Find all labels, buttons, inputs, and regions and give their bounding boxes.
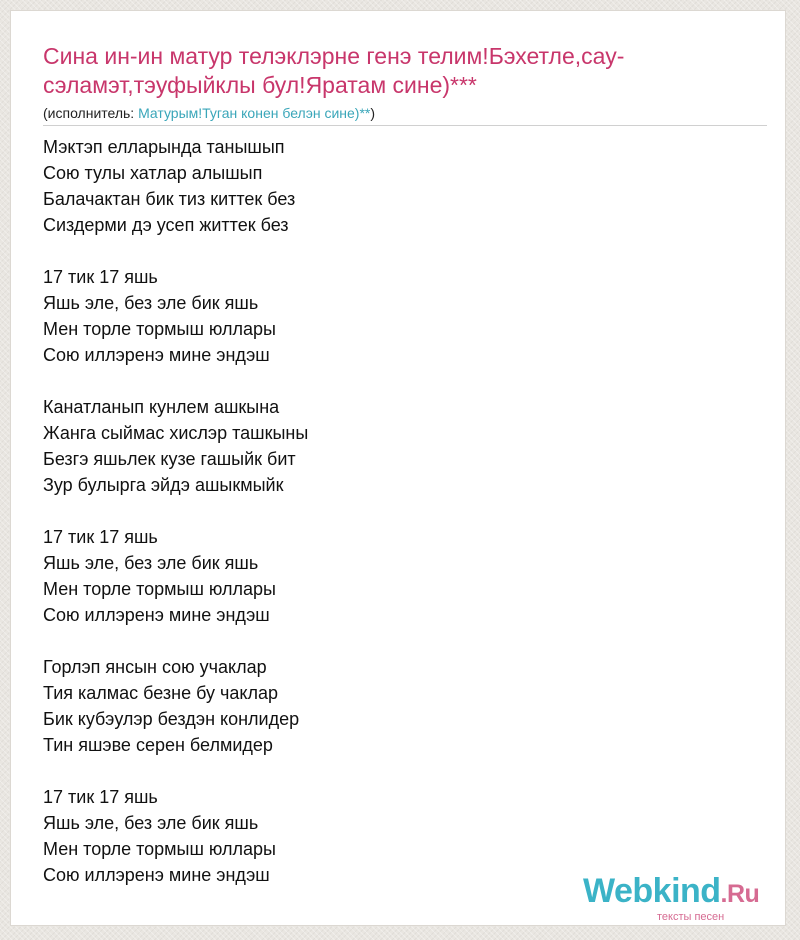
title-divider: [43, 125, 767, 126]
lyric-line: Горлэп янсын сою учаклар: [43, 657, 267, 677]
performer-link[interactable]: Матурым!Туган конен белэн сине)**: [138, 105, 371, 121]
lyric-line: Жанга сыймас хислэр ташкыны: [43, 423, 309, 443]
lyric-line: Мен торле тормыш юллары: [43, 839, 276, 859]
lyric-line: Яшь эле, без эле бик яшь: [43, 553, 259, 573]
performer-suffix: ): [370, 105, 376, 121]
lyric-line: Сою тулы хатлар алышып: [43, 163, 263, 183]
stanza-3: [43, 394, 743, 498]
lyric-line: Мен торле тормыш юллары: [43, 579, 276, 599]
song-title: Сина ин-ин матур телэклэрне генэ телим!Бэхетле,сау-сэламэт,тэуфыйклы бул!Яратам сине)***: [43, 43, 625, 98]
lyric-line: Балачактан бик тиз киттек без: [43, 189, 296, 209]
stanza-5: [43, 654, 743, 758]
logo-wordmark: [583, 871, 759, 914]
logo-tld: .Ru: [720, 880, 760, 908]
stanza-2: [43, 264, 743, 368]
lyric-line: Яшь эле, без эле бик яшь: [43, 813, 259, 833]
lyric-line: Мэктэп елларында танышып: [43, 137, 285, 157]
stanza-1: [43, 134, 743, 238]
lyric-line: 17 тик 17 яшь: [43, 787, 158, 807]
performer-line: [43, 104, 375, 122]
lyric-line: 17 тик 17 яшь: [43, 527, 158, 547]
lyric-line: 17 тик 17 яшь: [43, 267, 158, 287]
lyric-line: Сою иллэренэ мине эндэш: [43, 605, 270, 625]
logo-tagline: тексты песен: [657, 911, 725, 923]
lyric-line: Канатланып кунлем ашкына: [43, 397, 280, 417]
lyric-line: Сиздерми дэ усеп життек без: [43, 215, 289, 235]
performer-prefix: (исполнитель:: [43, 105, 139, 121]
lyric-line: Мен торле тормыш юллары: [43, 319, 276, 339]
lyric-line: Сою иллэренэ мине эндэш: [43, 345, 270, 365]
webkind-logo[interactable]: [583, 871, 787, 923]
lyric-line: Зур булырга эйдэ ашыкмыйк: [43, 475, 284, 495]
lyric-line: Тин яшэве серен белмидер: [43, 735, 273, 755]
logo-name: Webkind: [583, 872, 721, 910]
lyric-line: Безгэ яшьлек кузе гашыйк бит: [43, 449, 296, 469]
lyric-line: Сою иллэренэ мине эндэш: [43, 865, 270, 885]
stanza-4: [43, 524, 743, 628]
lyric-line: Яшь эле, без эле бик яшь: [43, 293, 259, 313]
lyric-line: Тия калмас безне бу чаклар: [43, 683, 279, 703]
lyrics-card: [10, 10, 786, 926]
lyric-line: Бик кубэулэр бездэн конлидер: [43, 709, 300, 729]
lyrics-body: [43, 134, 743, 914]
